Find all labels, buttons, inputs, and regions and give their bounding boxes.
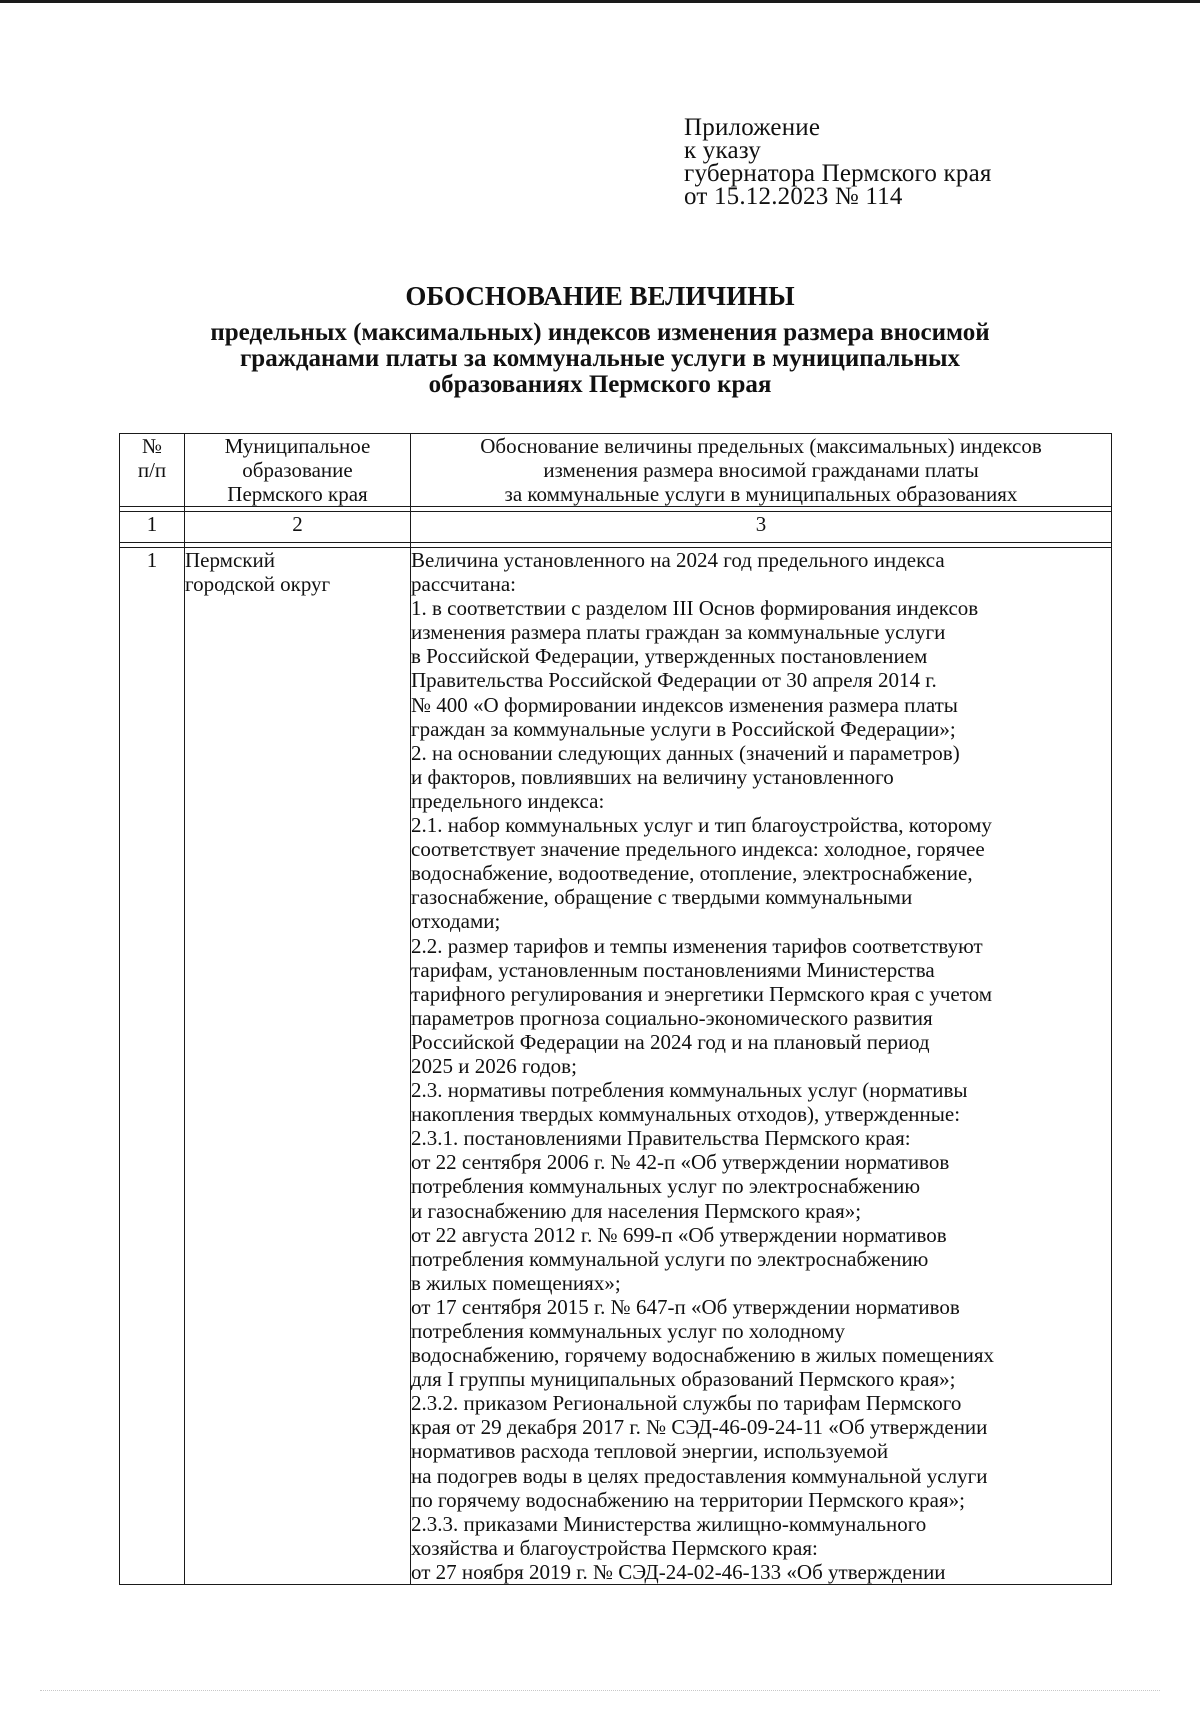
justification-line: и газоснабжению для населения Пермского края»; [411, 1198, 862, 1223]
subtitle-line: гражданами платы за коммунальные услуги в муниципальных [239, 345, 961, 372]
subtitle-line: предельных (максимальных) индексов изменения размера вносимой [210, 319, 990, 346]
header-text: Муниципальное [224, 434, 371, 458]
column-number: 2 [185, 512, 411, 543]
justification-line: для I группы муниципальных образований Пермского края»; [411, 1367, 956, 1392]
justification-cell [411, 548, 1112, 1585]
header-text: изменения размера вносимой гражданами платы [543, 458, 979, 482]
document-title: ОБОСНОВАНИЕ ВЕЛИЧИНЫ [405, 281, 795, 311]
justification-line: 2. на основании следующих данных (значений и параметров) [411, 740, 960, 765]
header-text: образование [242, 458, 353, 482]
justification-line: в Российской Федерации, утвержденных постановлением [411, 644, 928, 669]
municipality-line: Пермский [185, 548, 275, 572]
justification-line: 2.3.3. приказами Министерства жилищно-коммунального [411, 1511, 927, 1536]
justification-line: отходами; [411, 909, 501, 934]
row-number: 1 [120, 548, 185, 1585]
justification-line: от 27 ноября 2019 г. № СЭД-24-02-46-133 «Об утверждении [411, 1559, 946, 1584]
justification-line: от 17 сентября 2015 г. № 647-п «Об утверждении нормативов [411, 1294, 960, 1319]
justification-line: от 22 сентября 2006 г. № 42-п «Об утверждении нормативов [411, 1150, 950, 1175]
appendix-line: Приложение [684, 114, 821, 141]
column-number-row [120, 512, 1112, 543]
header-text: Пермского края [227, 482, 368, 506]
municipality-cell [185, 548, 411, 1585]
table-header-row [120, 434, 1112, 507]
header-text: № [141, 434, 163, 458]
justification-line: водоснабжение, водоотведение, отопление, электроснабжение, [411, 861, 973, 886]
header-text: Обоснование величины предельных (максимальных) индексов [480, 434, 1042, 458]
justification-line: соответствует значение предельного индекса: холодное, горячее [411, 837, 985, 862]
justification-line: хозяйства и благоустройства Пермского края: [411, 1535, 818, 1560]
justification-line: 2.3. нормативы потребления коммунальных услуг (нормативы [411, 1078, 968, 1103]
justification-line: на подогрев воды в целях предоставления коммунальной услуги [411, 1463, 988, 1488]
justification-line: Правительства Российской Федерации от 30 апреля 2014 г. [411, 668, 937, 693]
justification-line: изменения размера платы граждан за коммунальные услуги [411, 620, 946, 645]
justification-table [119, 433, 1112, 1585]
justification-line: потребления коммунальных услуг по холодному [411, 1319, 846, 1343]
justification-line: граждан за коммунальные услуги в Российской Федерации»; [411, 716, 956, 741]
header-text: п/п [137, 458, 167, 482]
justification-line: 2.3.2. приказом Региональной службы по тарифам Пермского [411, 1391, 962, 1416]
justification-line: в жилых помещениях»; [411, 1270, 621, 1295]
justification-line: 2025 и 2026 годов; [411, 1053, 577, 1078]
justification-line: 2.2. размер тарифов и темпы изменения тарифов соответствуют [411, 933, 983, 958]
justification-line: параметров прогноза социально-экономического развития [411, 1005, 933, 1030]
justification-line: по горячему водоснабжению на территории Пермского края»; [411, 1487, 965, 1512]
justification-line: 2.1. набор коммунальных услуг и тип благоустройства, которому [411, 813, 992, 838]
municipality-line: городской округ [185, 572, 331, 597]
appendix-line: губернатора Пермского края [684, 160, 992, 187]
justification-line: 1. в соответствии с разделом III Основ формирования индексов [411, 596, 979, 621]
justification-line: Величина установленного на 2024 год предельного индекса [411, 548, 945, 572]
justification-line: нормативов расхода тепловой энергии, используемой [411, 1439, 889, 1464]
justification-line: тарифам, установленным постановлениями Министерства [411, 957, 935, 982]
table-row [120, 548, 1112, 1585]
justification-line: и факторов, повлиявших на величину установленного [411, 764, 894, 789]
appendix-block [684, 116, 992, 208]
justification-line: потребления коммунальной услуги по электроснабжению [411, 1246, 929, 1271]
justification-line: газоснабжение, обращение с твердыми коммунальными [411, 885, 913, 910]
justification-line: края от 29 декабря 2017 г. № СЭД-46-09-24-11 «Об утверждении [411, 1415, 988, 1440]
page-top-edge [0, 0, 1200, 3]
appendix-line: к указу [684, 137, 762, 164]
column-number: 3 [411, 512, 1112, 543]
justification-line: предельного индекса: [411, 788, 605, 813]
justification-line: от 22 августа 2012 г. № 699-п «Об утверждении нормативов [411, 1222, 947, 1247]
subtitle-line: образованиях Пермского края [428, 371, 772, 398]
header-justification [411, 434, 1112, 507]
justification-line: 2.3.1. постановлениями Правительства Пермского края: [411, 1126, 911, 1151]
justification-line: накопления твердых коммунальных отходов), утвержденные: [411, 1102, 961, 1127]
header-text: за коммунальные услуги в муниципальных образованиях [504, 482, 1018, 506]
justification-line: тарифного регулирования и энергетики Пермского края с учетом [411, 981, 993, 1006]
justification-line: потребления коммунальных услуг по электроснабжению [411, 1174, 921, 1199]
justification-line: рассчитана: [411, 572, 516, 597]
document-subtitle [0, 320, 1200, 398]
justification-line: водоснабжению, горячему водоснабжению в жилых помещениях [411, 1343, 995, 1368]
appendix-line: от 15.12.2023 № 114 [684, 183, 903, 210]
column-number: 1 [120, 512, 185, 543]
bottom-dotted-line [40, 1690, 1160, 1692]
header-municipality [185, 434, 411, 507]
justification-line: № 400 «О формировании индексов изменения размера платы [411, 692, 958, 717]
justification-line: Российской Федерации на 2024 год и на плановый период [411, 1029, 930, 1054]
header-num [120, 434, 185, 507]
